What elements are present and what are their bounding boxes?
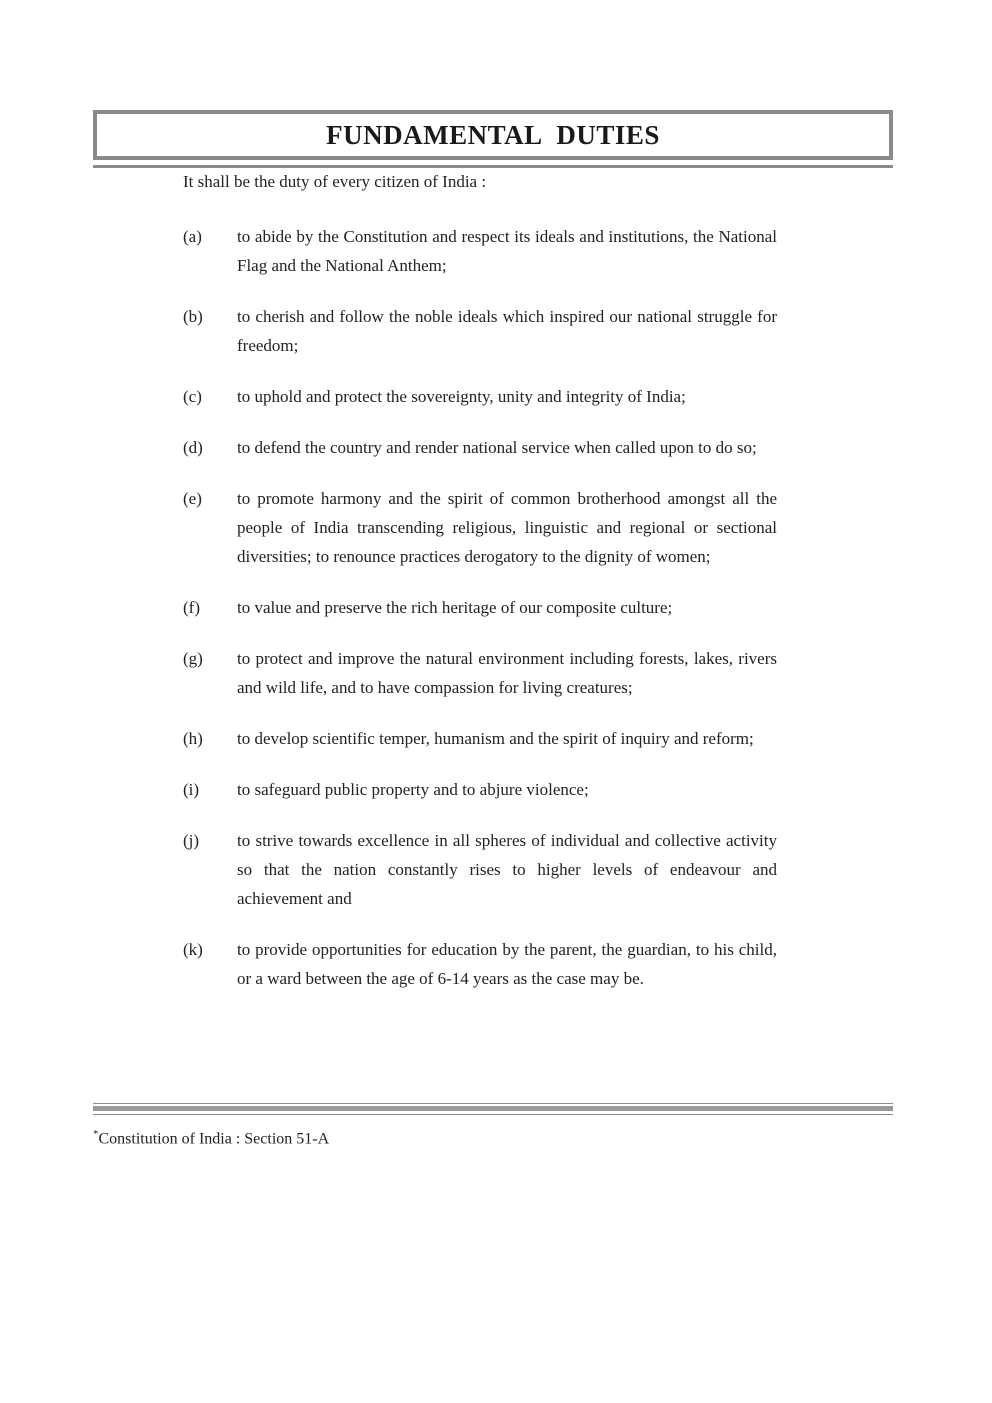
item-label: (d)	[183, 438, 203, 457]
list-item	[183, 382, 777, 411]
footnote	[93, 1128, 329, 1148]
item-label: (g)	[183, 649, 203, 668]
list-item	[183, 593, 777, 622]
duties-list	[183, 222, 777, 1015]
list-item	[183, 775, 777, 804]
title-box	[93, 110, 893, 160]
item-text: to defend the country and render national service when called upon to do so;	[237, 438, 757, 457]
footnote-text: Constitution of India : Section 51-A	[98, 1130, 330, 1148]
item-text: to promote harmony and the spirit of common brotherhood amongst all the people of India transcending religious, linguistic and regional or sectional diversities; to renounce practices derogatory to the dignity of women;	[237, 489, 777, 566]
divider	[93, 165, 893, 168]
list-item	[183, 724, 777, 753]
item-label: (j)	[183, 831, 200, 850]
list-item	[183, 302, 777, 360]
item-text: to value and preserve the rich heritage of our composite culture;	[237, 598, 673, 617]
item-label: (c)	[183, 387, 202, 406]
item-text: to strive towards excellence in all spheres of individual and collective activity so that the nation constantly rises to higher levels of endeavour and achievement and	[237, 831, 777, 908]
item-label: (k)	[183, 940, 203, 959]
intro-text: It shall be the duty of every citizen of India :	[183, 172, 487, 191]
item-text: to safeguard public property and to abjure violence;	[237, 780, 589, 799]
list-item	[183, 644, 777, 702]
divider	[93, 1106, 893, 1111]
item-label: (b)	[183, 307, 203, 326]
list-item	[183, 484, 777, 571]
divider	[93, 1114, 893, 1115]
footnote-marker: *	[93, 1128, 99, 1140]
divider	[93, 1103, 893, 1104]
item-label: (i)	[183, 780, 200, 799]
item-label: (h)	[183, 729, 203, 748]
item-label: (e)	[183, 489, 202, 508]
item-text: to protect and improve the natural environment including forests, lakes, rivers and wild life, and to have compassion for living creatures;	[237, 649, 777, 697]
item-label: (a)	[183, 227, 202, 246]
list-item	[183, 222, 777, 280]
item-text: to uphold and protect the sovereignty, unity and integrity of India;	[237, 387, 686, 406]
list-item	[183, 826, 777, 913]
item-text: to abide by the Constitution and respect its ideals and institutions, the National Flag and the National Anthem;	[237, 227, 777, 275]
list-item	[183, 935, 777, 993]
list-item	[183, 433, 777, 462]
item-text: to provide opportunities for education by the parent, the guardian, to his child, or a ward between the age of 6-14 years as the case may be.	[237, 940, 777, 988]
page-title: FUNDAMENTAL DUTIES	[326, 119, 660, 150]
item-text: to develop scientific temper, humanism and the spirit of inquiry and reform;	[237, 729, 754, 748]
item-label: (f)	[183, 598, 200, 617]
item-text: to cherish and follow the noble ideals which inspired our national struggle for freedom;	[237, 307, 777, 355]
